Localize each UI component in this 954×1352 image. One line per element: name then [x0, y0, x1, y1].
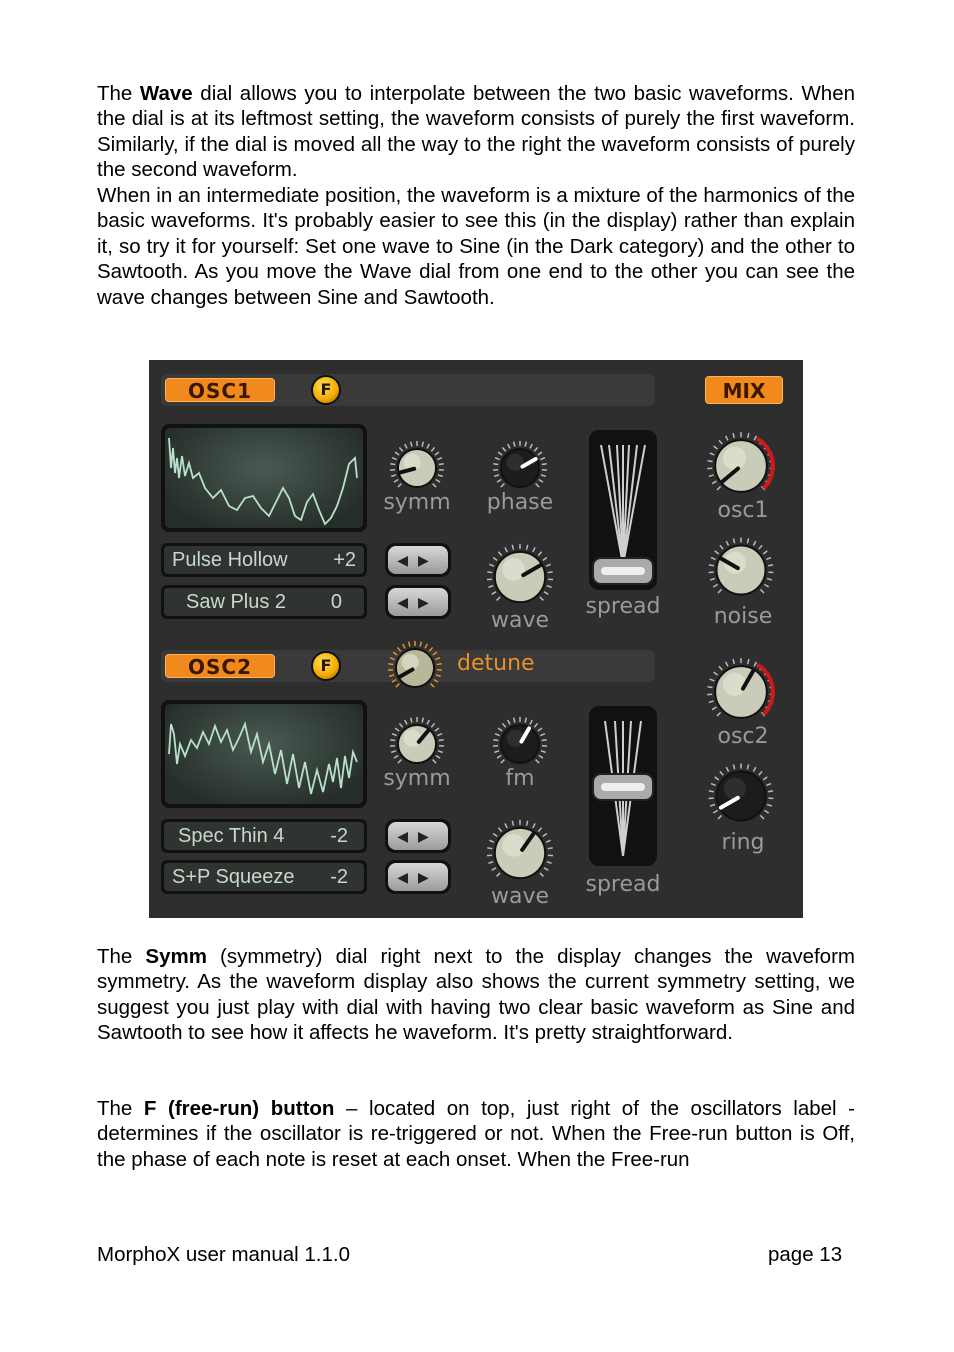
osc1-wave-a-selector[interactable]: Pulse Hollow +2 [161, 543, 367, 577]
mix-ring-label: ring [721, 830, 765, 855]
osc1-wave-b-selector[interactable]: Saw Plus 2 0 [161, 585, 367, 619]
osc2-freerun-button[interactable]: F [311, 651, 341, 681]
osc2-wave-b-arrows[interactable]: ◀▶ [385, 860, 451, 894]
osc2-fm-knob[interactable] [492, 716, 548, 772]
osc2-wave-a-selector[interactable]: Spec Thin 4 -2 [161, 819, 367, 853]
osc2-detune-label: detune [457, 651, 535, 676]
osc1-waveform-display [161, 424, 367, 532]
mix-ring-knob[interactable] [705, 760, 777, 832]
osc1-wave-knob[interactable] [483, 540, 557, 614]
osc2-wave-a-arrows[interactable]: ◀▶ [385, 819, 451, 853]
mix-osc1-knob[interactable] [703, 428, 779, 504]
osc1-spread-slider[interactable] [589, 430, 657, 590]
mix-label: MIX [705, 376, 783, 404]
footer-title: MorphoX user manual 1.1.0 [97, 1243, 350, 1266]
osc2-spread-fan [589, 706, 657, 866]
mix-osc2-label: osc2 [717, 724, 769, 749]
osc2-fm-label: fm [505, 766, 535, 791]
mix-osc2-knob[interactable] [703, 654, 779, 730]
osc1-wave-label: wave [490, 608, 550, 633]
osc1-spread-label: spread [585, 594, 661, 619]
mix-osc1-label: osc1 [717, 498, 769, 523]
osc1-symm-knob[interactable] [389, 440, 445, 496]
osc2-spread-slider[interactable] [589, 706, 657, 866]
osc2-detune-knob[interactable] [387, 640, 443, 696]
osc2-wave-knob[interactable] [483, 816, 557, 890]
osc2-waveform-display [161, 700, 367, 808]
osc2-wave-label: wave [490, 884, 550, 909]
symm-paragraph: The Symm (symmetry) dial right next to the display changes the waveform symmetry. As the waveform display also shows the current symmetry setting, we suggest you just play with dial with having two clear basic waveform as Sine and Sawtooth to see how it affects he waveform. It's pretty straightforward. [97, 945, 855, 1045]
osc1-phase-label: phase [486, 490, 554, 515]
symm-term: Symm [145, 945, 207, 968]
osc1-symm-label: symm [383, 490, 451, 515]
osc1-wave-a-arrows[interactable]: ◀▶ [385, 543, 451, 577]
mix-noise-knob[interactable] [705, 534, 777, 606]
osc2-symm-knob[interactable] [389, 716, 445, 772]
osc2-label: OSC2 [165, 654, 275, 678]
osc1-freerun-button[interactable]: F [311, 375, 341, 405]
mix-noise-label: noise [713, 604, 773, 629]
osc1-waveform [165, 428, 363, 528]
synth-oscillator-panel [149, 360, 803, 918]
osc2-spread-label: spread [585, 872, 661, 897]
osc2-waveform [165, 704, 363, 804]
page-number: page 13 [768, 1243, 843, 1266]
osc2-wave-b-selector[interactable]: S+P Squeeze -2 [161, 860, 367, 894]
osc1-spread-fan [589, 430, 657, 590]
osc1-wave-b-arrows[interactable]: ◀▶ [385, 585, 451, 619]
wave-term: Wave [139, 82, 193, 105]
freerun-paragraph: The F (free-run) button – located on top, just right of the oscillators label - determines if the oscillator is re-triggered or not. When the Free-run button is Off, the phase of each note is reset at each onset. When the Free-run [97, 1097, 855, 1171]
wave-paragraph: The Wave dial allows you to interpolate between the two basic waveforms. When the dial is at its leftmost setting, the waveform consists of purely the first waveform. Similarly, if the dial is moved all the way to the right the waveform consists of purely the second waveform. [97, 82, 855, 182]
osc1-label: OSC1 [165, 378, 275, 402]
freerun-term: F (free-run) button [143, 1097, 335, 1120]
osc1-phase-knob[interactable] [492, 440, 548, 496]
osc2-symm-label: symm [383, 766, 451, 791]
intermediate-paragraph: When in an intermediate position, the waveform is a mixture of the harmonics of the basic waveforms. It's probably easier to see this (in the display) rather than explain it, so try it for yourself: Set one wave to Sine (in the Dark category) and the other to Sawtooth. As you move the Wave dial from one end to the other you can see the wave changes between Sine and Sawtooth. [97, 184, 855, 309]
